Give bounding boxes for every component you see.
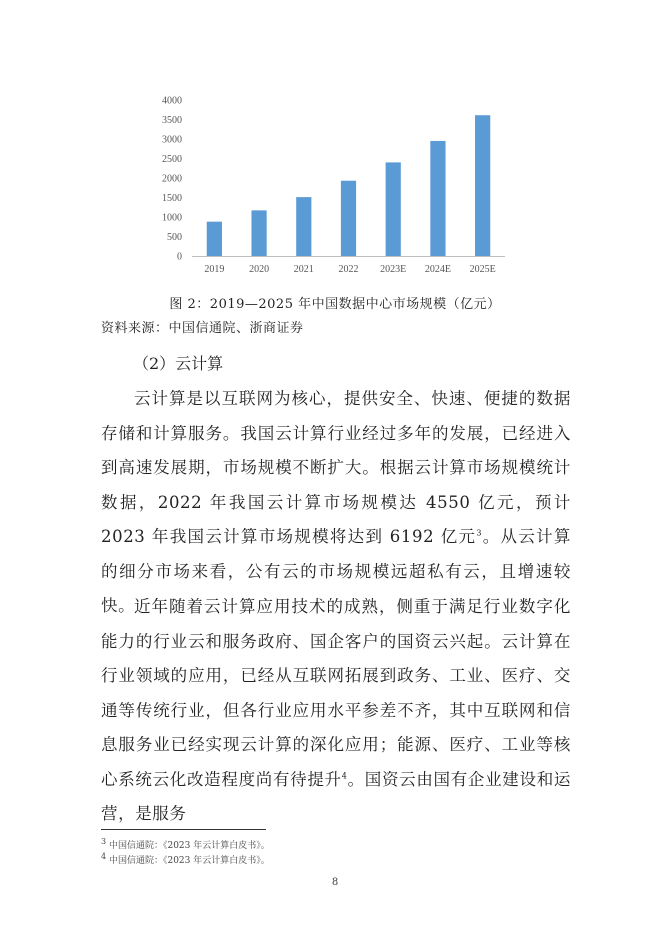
x-tick-label: 2022	[338, 264, 359, 275]
x-tick-label: 2024E	[424, 264, 451, 275]
body-paragraph-2	[101, 590, 571, 832]
body-paragraph-1	[101, 382, 571, 624]
y-tick-label: 2000	[162, 173, 182, 185]
footnote-ref: 4	[341, 771, 348, 780]
footnote-ref: 3	[476, 528, 483, 538]
page-number: 8	[331, 877, 339, 888]
bar-2023E	[386, 162, 401, 256]
x-axis-ticks	[204, 264, 495, 275]
x-tick-label: 2019	[204, 264, 225, 275]
y-axis-ticks	[162, 96, 182, 263]
footnote-text: 中国信通院：《2023 年云计算白皮书》。	[108, 841, 270, 851]
y-tick-label: 500	[167, 232, 182, 243]
bars	[207, 115, 490, 256]
bar-2021	[296, 197, 311, 256]
y-tick-label: 1500	[162, 193, 182, 204]
footnote-mark: 3	[101, 837, 107, 846]
bar-2019	[207, 222, 222, 256]
figure-source: 资料来源：中国信通院、浙商证券	[101, 321, 304, 336]
y-tick-label: 2500	[162, 154, 182, 165]
x-tick-label: 2025E	[469, 264, 496, 275]
y-tick-label: 4000	[162, 95, 182, 107]
x-tick-label: 2023E	[380, 264, 407, 275]
footnote-2	[101, 853, 270, 866]
paragraph-text: 近年随着云计算应用技术的成熟，侧重于满足行业数字化能力的行业云和服务政府、国企客户的国资云兴起。云计算在行业领域的应用，已经从互联网拓展到政务、工业、医疗、交通等传统行业，但各行业应用水平参差不齐，其中互联网和信息服务业已经实现云计算的深化应用；能源、医疗、工业等核心系统云化改造程度尚有待提升	[101, 597, 571, 789]
y-tick-label: 1000	[162, 212, 182, 224]
footnote-mark: 4	[101, 852, 107, 861]
paragraph-text: 。国资云由国有企业建设和运营，是服务	[101, 769, 571, 823]
bar-2022	[341, 181, 356, 256]
footnote-divider	[101, 829, 266, 830]
y-tick-label: 0	[177, 251, 182, 263]
section-heading: （2）云计算	[133, 354, 224, 373]
bar-2020	[251, 210, 266, 256]
bar-chart	[150, 90, 510, 280]
y-tick-label: 3000	[162, 134, 182, 146]
footnote-1	[101, 838, 270, 851]
bar-2025E	[475, 115, 490, 256]
figure-caption: 图 2：2019—2025 年中国数据中心市场规模（亿元）	[169, 297, 501, 312]
x-tick-label: 2020	[249, 264, 270, 275]
bar-2024E	[430, 141, 445, 256]
x-tick-label: 2021	[293, 264, 314, 275]
footnote-text: 中国信通院：《2023 年云计算白皮书》。	[108, 856, 270, 866]
paragraph-text: 云计算是以互联网为核心，提供安全、快速、便捷的数据存储和计算服务。我国云计算行业经过多年的发展，已经进入到高速发展期，市场规模不断扩大。根据云计算市场规模统计数据，2022 年我国云计算市场规模达 4550 亿元，预计 2023 年我国云计算市场规模将达到 6192 亿元	[101, 389, 571, 546]
paragraph-text: 。从云计算的细分市场来看，公有云的市场规模远超私有云，且增速较快。	[101, 527, 572, 615]
y-tick-label: 3500	[162, 115, 182, 126]
